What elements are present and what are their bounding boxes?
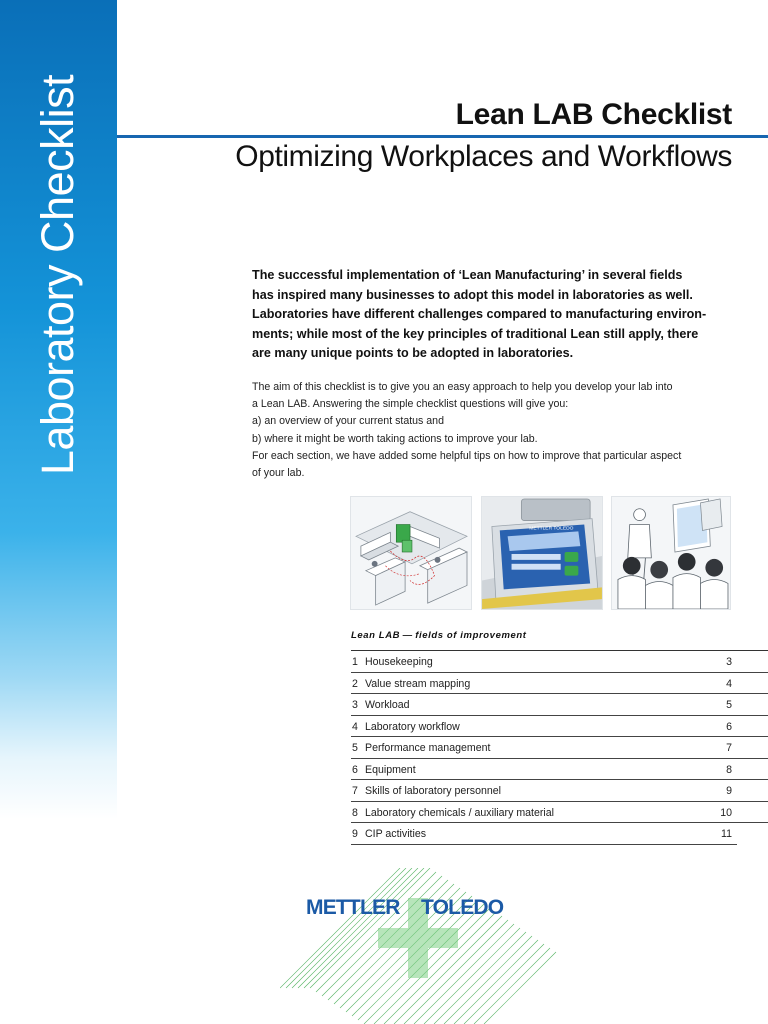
toc-row-page: 3 [726,656,732,668]
intro-bold-line: has inspired many businesses to adopt this model in laboratories as well. [252,287,693,302]
lab-layout-illustration [350,496,472,610]
toc-row-number: 1 [352,656,358,668]
intro-body-line: a Lean LAB. Answering the simple checklist questions will give you: [252,398,569,411]
toc-row-page: 4 [726,677,732,690]
toc-row [351,673,768,695]
intro-bold-line: are many unique points to be adopted in laboratories. [252,346,574,360]
toc-row-page: 10 [720,806,732,819]
toc-row [351,802,768,824]
toc-row-page: 6 [726,720,732,733]
toc-row-number: 3 [352,699,358,711]
page-title: Lean LAB Checklist [455,98,732,131]
toc-row-number: 4 [352,720,358,733]
toc-row-label: CIP activities [365,828,427,840]
improvement-fields-table [351,630,768,845]
intro-bold-line: The successful implementation of ‘Lean Manufacturing’ in several fields [252,268,683,282]
toc-row [351,759,768,781]
toc-row-number: 6 [352,763,358,776]
intro-body-line: For each section, we have added some helpful tips on how to improve that particular aspect [252,449,682,462]
training-session-drawing [612,497,730,609]
toc-row-number: 5 [352,742,358,754]
logo-word-toledo: TOLEDO [421,896,504,919]
balance-screen-drawing [482,497,602,609]
toc-row-number: 7 [352,785,358,797]
toc-row [351,780,768,802]
screen-brand-label: METTLER TOLEDO [529,526,574,532]
logo-line-pattern [280,868,560,1024]
toc-row-page: 9 [726,785,732,797]
intro-body-line: The aim of this checklist is to give you an easy approach to help you develop your lab into [252,381,673,393]
logo-word-mettler: METTLER [306,896,400,919]
toc-row-page: 11 [721,828,732,840]
toc-row-label: Workload [365,699,410,711]
toc-row-label: Laboratory workflow [365,720,460,733]
toc-row-label: Value stream mapping [365,677,471,690]
intro-body-line: a) an overview of your current status and [252,415,444,428]
toc-row-page: 7 [726,742,732,754]
toc-row [351,651,768,673]
toc-row-page: 5 [726,699,732,711]
toc-row-page: 8 [726,763,732,776]
intro-body-line: b) where it might be worth taking actions to improve your lab. [252,432,538,445]
intro-bold-line: ments; while most of the key principles of traditional Lean still apply, there [252,326,699,341]
toc-row [351,694,768,716]
sidebar-label: Laboratory Checklist [32,74,83,476]
toc-row-number: 9 [352,828,358,840]
page-subtitle: Optimizing Workplaces and Workflows [235,140,732,173]
intro-bold-line: Laboratories have different challenges compared to manufacturing environ- [252,307,707,321]
toc-row [351,716,768,738]
toc-row-label: Housekeeping [365,656,433,668]
sidebar-band [0,0,117,1024]
intro-body-line: of your lab. [252,467,305,480]
toc-row-number: 2 [352,677,358,690]
toc-row-label: Performance management [365,742,491,754]
intro-bold-paragraph [252,266,742,364]
title-divider [117,135,768,138]
lab-layout-drawing [351,497,471,609]
intro-body-paragraph [252,379,742,482]
toc-row [351,737,768,759]
balance-screen-photo [481,496,603,610]
toc-heading: Lean LAB — fields of improvement [351,630,527,641]
toc-row-label: Laboratory chemicals / auxiliary material [365,806,554,819]
toc-row-label: Equipment [365,763,416,776]
toc-row [351,823,737,845]
toc-row-number: 8 [352,806,358,819]
training-session-illustration [611,496,731,610]
toc-row-label: Skills of laboratory personnel [365,785,502,797]
mettler-toledo-logo [280,868,560,1024]
